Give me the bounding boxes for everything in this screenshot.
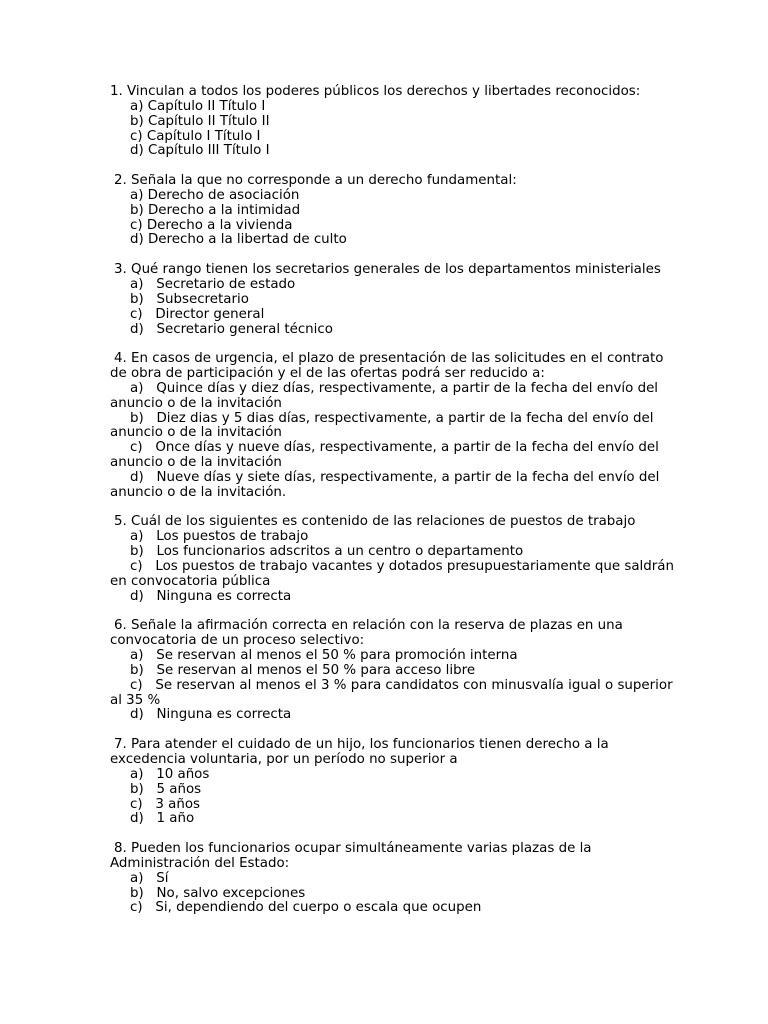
- option-b: b) Subsecretario: [130, 291, 249, 307]
- question-6: [110, 619, 678, 723]
- option-b: b) No, salvo excepciones: [130, 885, 306, 901]
- option-a: a) Se reservan al menos el 50 % para promoción interna: [130, 648, 518, 664]
- question-text: 2. Señala la que no corresponde a un derecho fundamental:: [114, 173, 517, 189]
- option-c: c) Si, dependiendo del cuerpo o escala que ocupen: [130, 900, 482, 916]
- question-5: [110, 515, 678, 604]
- option-d: d) 1 año: [130, 811, 195, 827]
- option-b: b) Los funcionarios adscritos a un centro o departamento: [130, 544, 524, 560]
- question-text: 8. Pueden los funcionarios ocupar simultáneamente varias plazas de la Administración del Estado:: [110, 841, 592, 871]
- option-d: d) Secretario general técnico: [130, 321, 333, 337]
- option-d: d) Ninguna es correcta: [130, 707, 292, 723]
- question-text: 6. Señale la afirmación correcta en relación con la reserva de plazas en una convocatoria de un proceso selectivo:: [110, 618, 623, 649]
- question-2: [110, 174, 678, 248]
- option-a: a) Secretario de estado: [130, 276, 296, 292]
- option-b: b) Diez dias y 5 dias días, respectivamente, a partir de la fecha del envío del anuncio o de la invitación: [110, 410, 658, 441]
- option-d: d) Capítulo III Título I: [130, 143, 270, 159]
- question-text: 7. Para atender el cuidado de un hijo, los funcionarios tienen derecho a la excedencia voluntaria, por un período no superior a: [110, 737, 609, 767]
- option-c: c) Capítulo I Título I: [130, 128, 261, 144]
- question-4: [110, 352, 678, 500]
- option-c: c) Se reservan al menos el 3 % para candidatos con minusvalía igual o superior al 35 %: [110, 677, 677, 708]
- option-a: a) 10 años: [130, 766, 210, 782]
- option-c: c) Los puestos de trabajo vacantes y dotados presupuestariamente que saldrán en convocatoria pública: [110, 559, 679, 589]
- option-a: a) Los puestos de trabajo: [130, 529, 309, 545]
- option-a: a) Capítulo II Título I: [130, 98, 266, 114]
- option-d: d) Ninguna es correcta: [130, 588, 292, 604]
- option-a: a) Sí: [130, 870, 169, 886]
- option-c: c) Director general: [130, 306, 265, 322]
- question-7: [110, 738, 678, 827]
- option-b: b) 5 años: [130, 781, 202, 797]
- question-1: [110, 85, 678, 159]
- question-text: 4. En casos de urgencia, el plazo de presentación de las solicitudes en el contrato de obra de participación y el de las ofertas podrá ser reducido a:: [110, 351, 664, 382]
- option-c: c) 3 años: [130, 796, 200, 812]
- option-b: b) Capítulo II Título II: [130, 113, 270, 129]
- option-a: a) Quince días y diez días, respectivamente, a partir de la fecha del envío del anuncio o de la invitación: [110, 380, 663, 411]
- option-b: b) Se reservan al menos el 50 % para acceso libre: [130, 662, 476, 678]
- option-d: d) Derecho a la libertad de culto: [130, 232, 347, 248]
- question-text: 5. Cuál de los siguientes es contenido de las relaciones de puestos de trabajo: [114, 514, 636, 530]
- question-text: 1. Vinculan a todos los poderes públicos los derechos y libertades reconocidos:: [110, 84, 641, 99]
- question-text: 3. Qué rango tienen los secretarios generales de los departamentos ministeriales: [114, 262, 661, 278]
- question-3: [110, 263, 678, 337]
- option-a: a) Derecho de asociación: [130, 187, 300, 203]
- question-8: [110, 842, 678, 916]
- option-c: c) Once días y nueve días, respectivamente, a partir de la fecha del envío del anuncio o de la invitación: [110, 440, 664, 471]
- option-d: d) Nueve días y siete días, respectivamente, a partir de la fecha del envío del anuncio o de la invitación.: [110, 469, 664, 500]
- option-c: c) Derecho a la vivienda: [130, 217, 293, 233]
- option-b: b) Derecho a la intimidad: [130, 202, 301, 218]
